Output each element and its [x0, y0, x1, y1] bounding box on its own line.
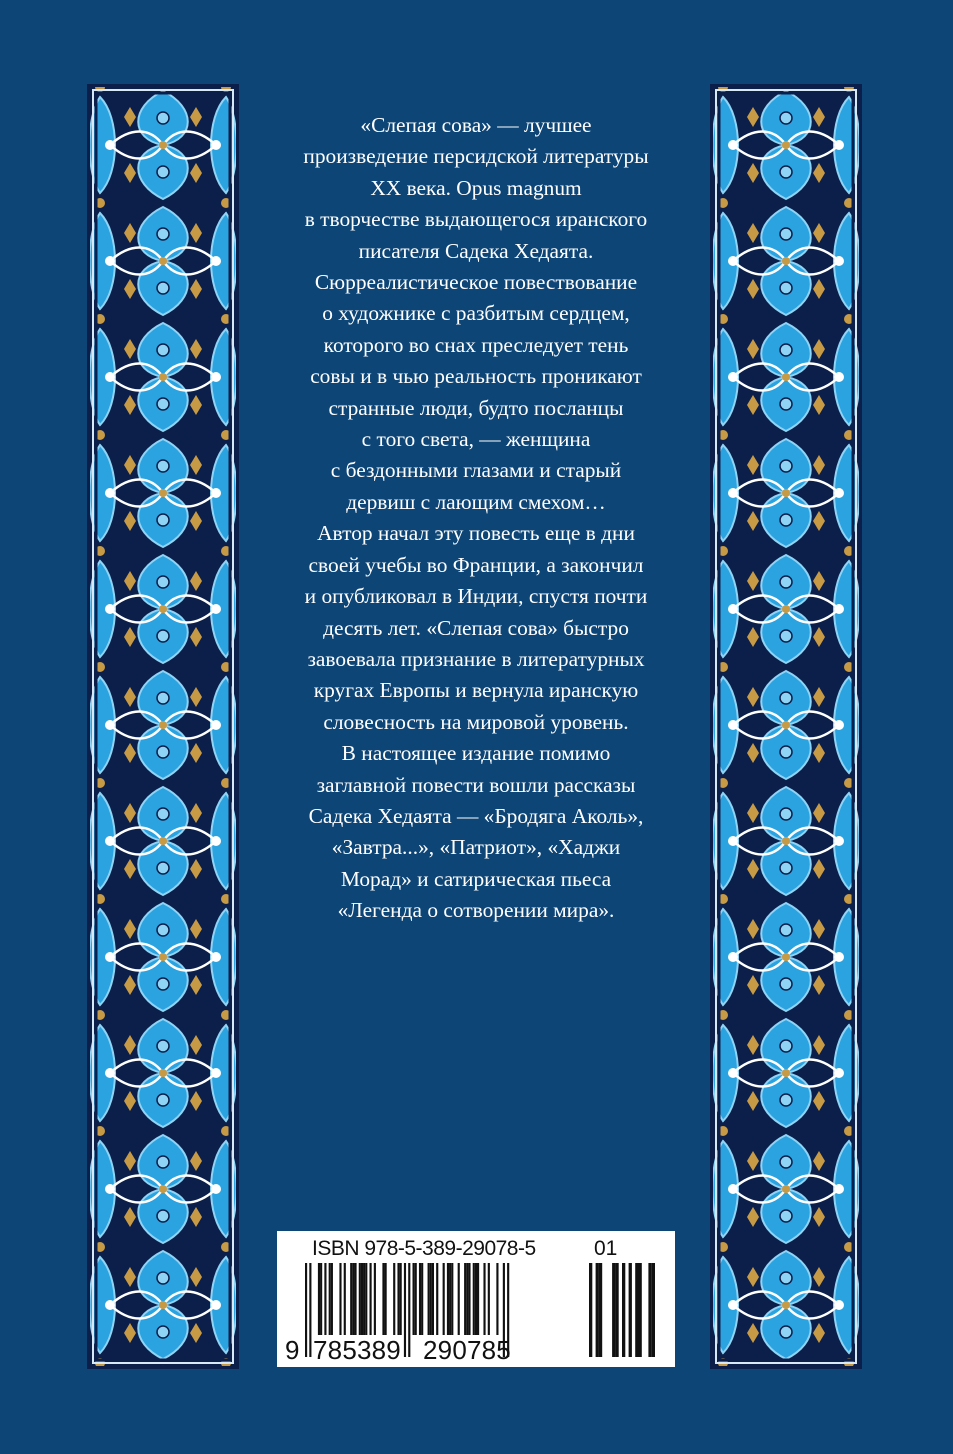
blurb-line: своей учебы во Франции, а закончил: [308, 552, 644, 577]
arabesque-pattern: [713, 87, 859, 1366]
barcode-bar: [408, 1263, 410, 1357]
barcode-bar: [309, 1263, 311, 1357]
barcode-addon-bar: [599, 1263, 602, 1357]
barcode-addon-bar: [648, 1263, 651, 1357]
blurb-line: завоевала признание в литературных: [307, 646, 645, 671]
barcode-bar: [464, 1263, 466, 1335]
barcode-bar: [359, 1263, 361, 1335]
barcode-bar: [483, 1263, 485, 1335]
barcode-first-digit: 9: [285, 1335, 300, 1365]
isbn-label: ISBN 978-5-389-29078-5: [312, 1237, 536, 1260]
blurb-line: Садека Хедаята — «Бродяга Аколь»,: [308, 803, 644, 828]
barcode-addon-bar: [639, 1263, 642, 1357]
barcode-bar: [468, 1263, 470, 1335]
blurb-line: Автор начал эту повесть еще в дни: [317, 521, 635, 546]
barcode-bar: [339, 1263, 341, 1335]
barcode-bar: [324, 1263, 326, 1335]
barcode-bar: [496, 1263, 498, 1335]
barcode-bar: [393, 1263, 395, 1335]
barcode-digit-group-left: 785389: [313, 1335, 401, 1365]
barcode-addon-bar: [589, 1263, 592, 1357]
barcode-bar: [415, 1263, 417, 1335]
barcode-bar: [305, 1263, 307, 1357]
barcode-bar: [475, 1263, 477, 1335]
barcode-bar: [473, 1263, 475, 1335]
blurb-line: Морад» и сатирическая пьеса: [340, 866, 612, 891]
barcode-bar: [354, 1263, 356, 1335]
barcode-bar: [447, 1263, 449, 1335]
blurb-line: кругах Европы и вернула иранскую: [313, 678, 639, 703]
barcode-bar: [413, 1263, 415, 1335]
barcode-bar: [397, 1263, 399, 1335]
barcode-bar: [374, 1263, 376, 1335]
blurb-line: в творчестве выдающегося иранского: [304, 207, 648, 232]
blurb-line: «Легенда о сотворении мира».: [337, 898, 615, 923]
barcode-bar: [421, 1263, 423, 1335]
blurb-line: с того света, — женщина: [361, 427, 591, 452]
blurb-line: заглавной повести вошли рассказы: [316, 772, 636, 797]
barcode-bar: [430, 1263, 432, 1335]
barcode-bar: [432, 1263, 434, 1335]
isbn-barcode: [277, 1231, 675, 1367]
barcode-bar: [344, 1263, 346, 1335]
blurb-line: XX века. Opus magnum: [370, 175, 582, 200]
blurb-line: с бездонными глазами и старый: [330, 458, 622, 483]
barcode-addon-bar: [612, 1263, 615, 1357]
blurb-line: «Слепая сова» — лучшее: [360, 113, 592, 137]
barcode-bar: [400, 1263, 402, 1335]
barcode-bar: [370, 1263, 372, 1335]
barcode-bar: [477, 1263, 479, 1335]
barcode-bar: [382, 1263, 384, 1335]
barcode-bar: [488, 1263, 490, 1335]
barcode-bar: [451, 1263, 453, 1335]
barcode-bar: [318, 1263, 320, 1335]
barcode-bar: [352, 1263, 354, 1335]
blurb-line: «Завтра...», «Патриот», «Хаджи: [331, 835, 621, 860]
barcode-bar: [320, 1263, 322, 1335]
blurb-line: о художнике с разбитым сердцем,: [322, 301, 630, 326]
blurb-line: которого во снах преследует тень: [323, 332, 629, 357]
blurb-line: произведение персидской литературы: [303, 144, 649, 169]
barcode-addon-bar: [635, 1263, 638, 1357]
barcode-addon-bar: [615, 1263, 618, 1357]
barcode-bar: [428, 1263, 430, 1335]
blurb-line: странные люди, будто посланцы: [328, 395, 624, 420]
barcode-bar: [419, 1263, 421, 1335]
barcode-bar: [331, 1263, 333, 1335]
barcode-bar: [329, 1263, 331, 1335]
blurb-line: десять лет. «Слепая сова» быстро: [323, 615, 629, 640]
blurb-line: В настоящее издание помимо: [341, 741, 611, 766]
barcode-addon-bar: [596, 1263, 599, 1357]
barcode-bar: [443, 1263, 445, 1335]
barcode-bar: [404, 1263, 406, 1357]
ornamental-border-left: [87, 84, 239, 1369]
barcode-bar: [385, 1263, 387, 1335]
barcode-addon-bar: [652, 1263, 655, 1357]
blurb-line: словесность на мировой уровень.: [323, 709, 629, 734]
barcode-bar: [458, 1263, 460, 1335]
barcode-bar: [361, 1263, 363, 1335]
barcode-bar: [350, 1263, 352, 1335]
barcode-digit-group-right: 290785: [423, 1335, 511, 1365]
barcode-addon-bar: [629, 1263, 632, 1357]
barcode-bar: [365, 1263, 367, 1335]
ornamental-border-right: [710, 84, 862, 1369]
blurb-line: дервиш с лающим смехом…: [346, 489, 606, 514]
book-blurb: [262, 110, 690, 927]
blurb-line: совы и в чью реальность проникают: [310, 364, 642, 389]
blurb-line: Сюрреалистическое повествование: [314, 270, 638, 295]
blurb-line: писателя Садека Хедаята.: [358, 238, 594, 263]
barcode-bar: [436, 1263, 438, 1335]
barcode-bar: [449, 1263, 451, 1335]
barcode-addon-code: 01: [594, 1237, 618, 1260]
barcode-bar: [466, 1263, 468, 1335]
barcode-bar: [363, 1263, 365, 1335]
blurb-line: и опубликовал в Индии, спустя почти: [304, 584, 648, 609]
barcode-addon-bar: [622, 1263, 625, 1357]
arabesque-pattern: [90, 87, 236, 1366]
